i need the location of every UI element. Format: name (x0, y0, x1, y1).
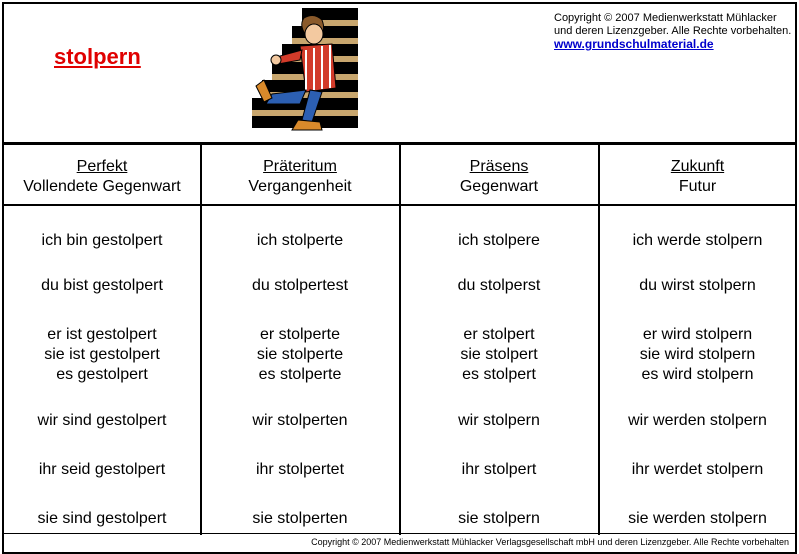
footer-copyright: Copyright © 2007 Medienwerkstatt Mühlacker Verlagsgesellschaft mbH und deren Lizenzgeber. Alle Rechte vorbehalten (311, 537, 789, 547)
verb-title: stolpern (54, 44, 141, 69)
column-heading (600, 157, 795, 197)
conjugation-row: wir werden stolpern (628, 412, 767, 429)
copyright-notice (554, 12, 791, 52)
conjugation-row: sie stolpern (458, 510, 540, 527)
conjugation-row: du stolpertest (251, 277, 349, 294)
tense-name: Zukunft (670, 158, 725, 175)
website-link[interactable]: www.grundschulmaterial.de (554, 37, 714, 51)
conjugation-row: es stolperte (258, 366, 342, 383)
table-header-divider (4, 204, 795, 206)
conjugation-row: sie wird stolpern (639, 346, 756, 363)
conjugation-row: wir stolperten (252, 412, 348, 429)
conjugation-row: er wird stolpern (642, 326, 753, 343)
conjugation-row: du stolperst (457, 277, 541, 294)
column-heading (4, 157, 200, 197)
copyright-line-1: Copyright © 2007 Medienwerkstatt Mühlacker (554, 12, 777, 24)
conjugation-row: sie stolperten (252, 510, 348, 527)
column-heading (401, 157, 597, 197)
conjugation-row: ihr seid gestolpert (38, 461, 166, 478)
conjugation-row: ich stolperte (256, 232, 344, 249)
tense-name: Präteritum (263, 158, 337, 175)
conjugation-row: er stolpert (463, 326, 535, 343)
tense-description: Vergangenheit (248, 178, 352, 195)
tense-name: Perfekt (76, 158, 128, 175)
stumbling-boy-illustration (250, 8, 360, 138)
conjugation-row: ihr stolpertet (255, 461, 345, 478)
conjugation-row: wir sind gestolpert (37, 412, 167, 429)
conjugation-row: sie werden stolpern (628, 510, 767, 527)
tense-name: Präsens (469, 158, 529, 175)
conjugation-row: sie sind gestolpert (37, 510, 167, 527)
conjugation-row: sie stolpert (460, 346, 538, 363)
conjugation-row: es wird stolpern (641, 366, 754, 383)
footer-divider (4, 533, 795, 534)
conjugation-row: ich stolpere (458, 232, 540, 249)
conjugation-row: sie stolperte (256, 346, 344, 363)
conjugation-row: es stolpert (462, 366, 536, 383)
conjugation-row: ihr stolpert (461, 461, 537, 478)
conjugation-row: er ist gestolpert (47, 326, 157, 343)
conjugation-row: du bist gestolpert (41, 277, 163, 294)
conjugation-row: sie ist gestolpert (44, 346, 160, 363)
conjugation-row: ich bin gestolpert (41, 232, 163, 249)
conjugation-row: du wirst stolpern (639, 277, 756, 294)
tense-description: Futur (678, 178, 717, 195)
column-heading (202, 157, 398, 197)
copyright-line-2: und deren Lizenzgeber. Alle Rechte vorbehalten. (554, 25, 792, 37)
conjugation-row: ich werde stolpern (632, 232, 763, 249)
conjugation-row: er stolperte (259, 326, 341, 343)
tense-description: Gegenwart (459, 178, 539, 195)
conjugation-row: wir stolpern (458, 412, 540, 429)
conjugation-row: ihr werdet stolpern (631, 461, 764, 478)
worksheet-frame (2, 2, 797, 554)
conjugation-row: es gestolpert (56, 366, 148, 383)
tense-description: Vollendete Gegenwart (23, 178, 181, 195)
